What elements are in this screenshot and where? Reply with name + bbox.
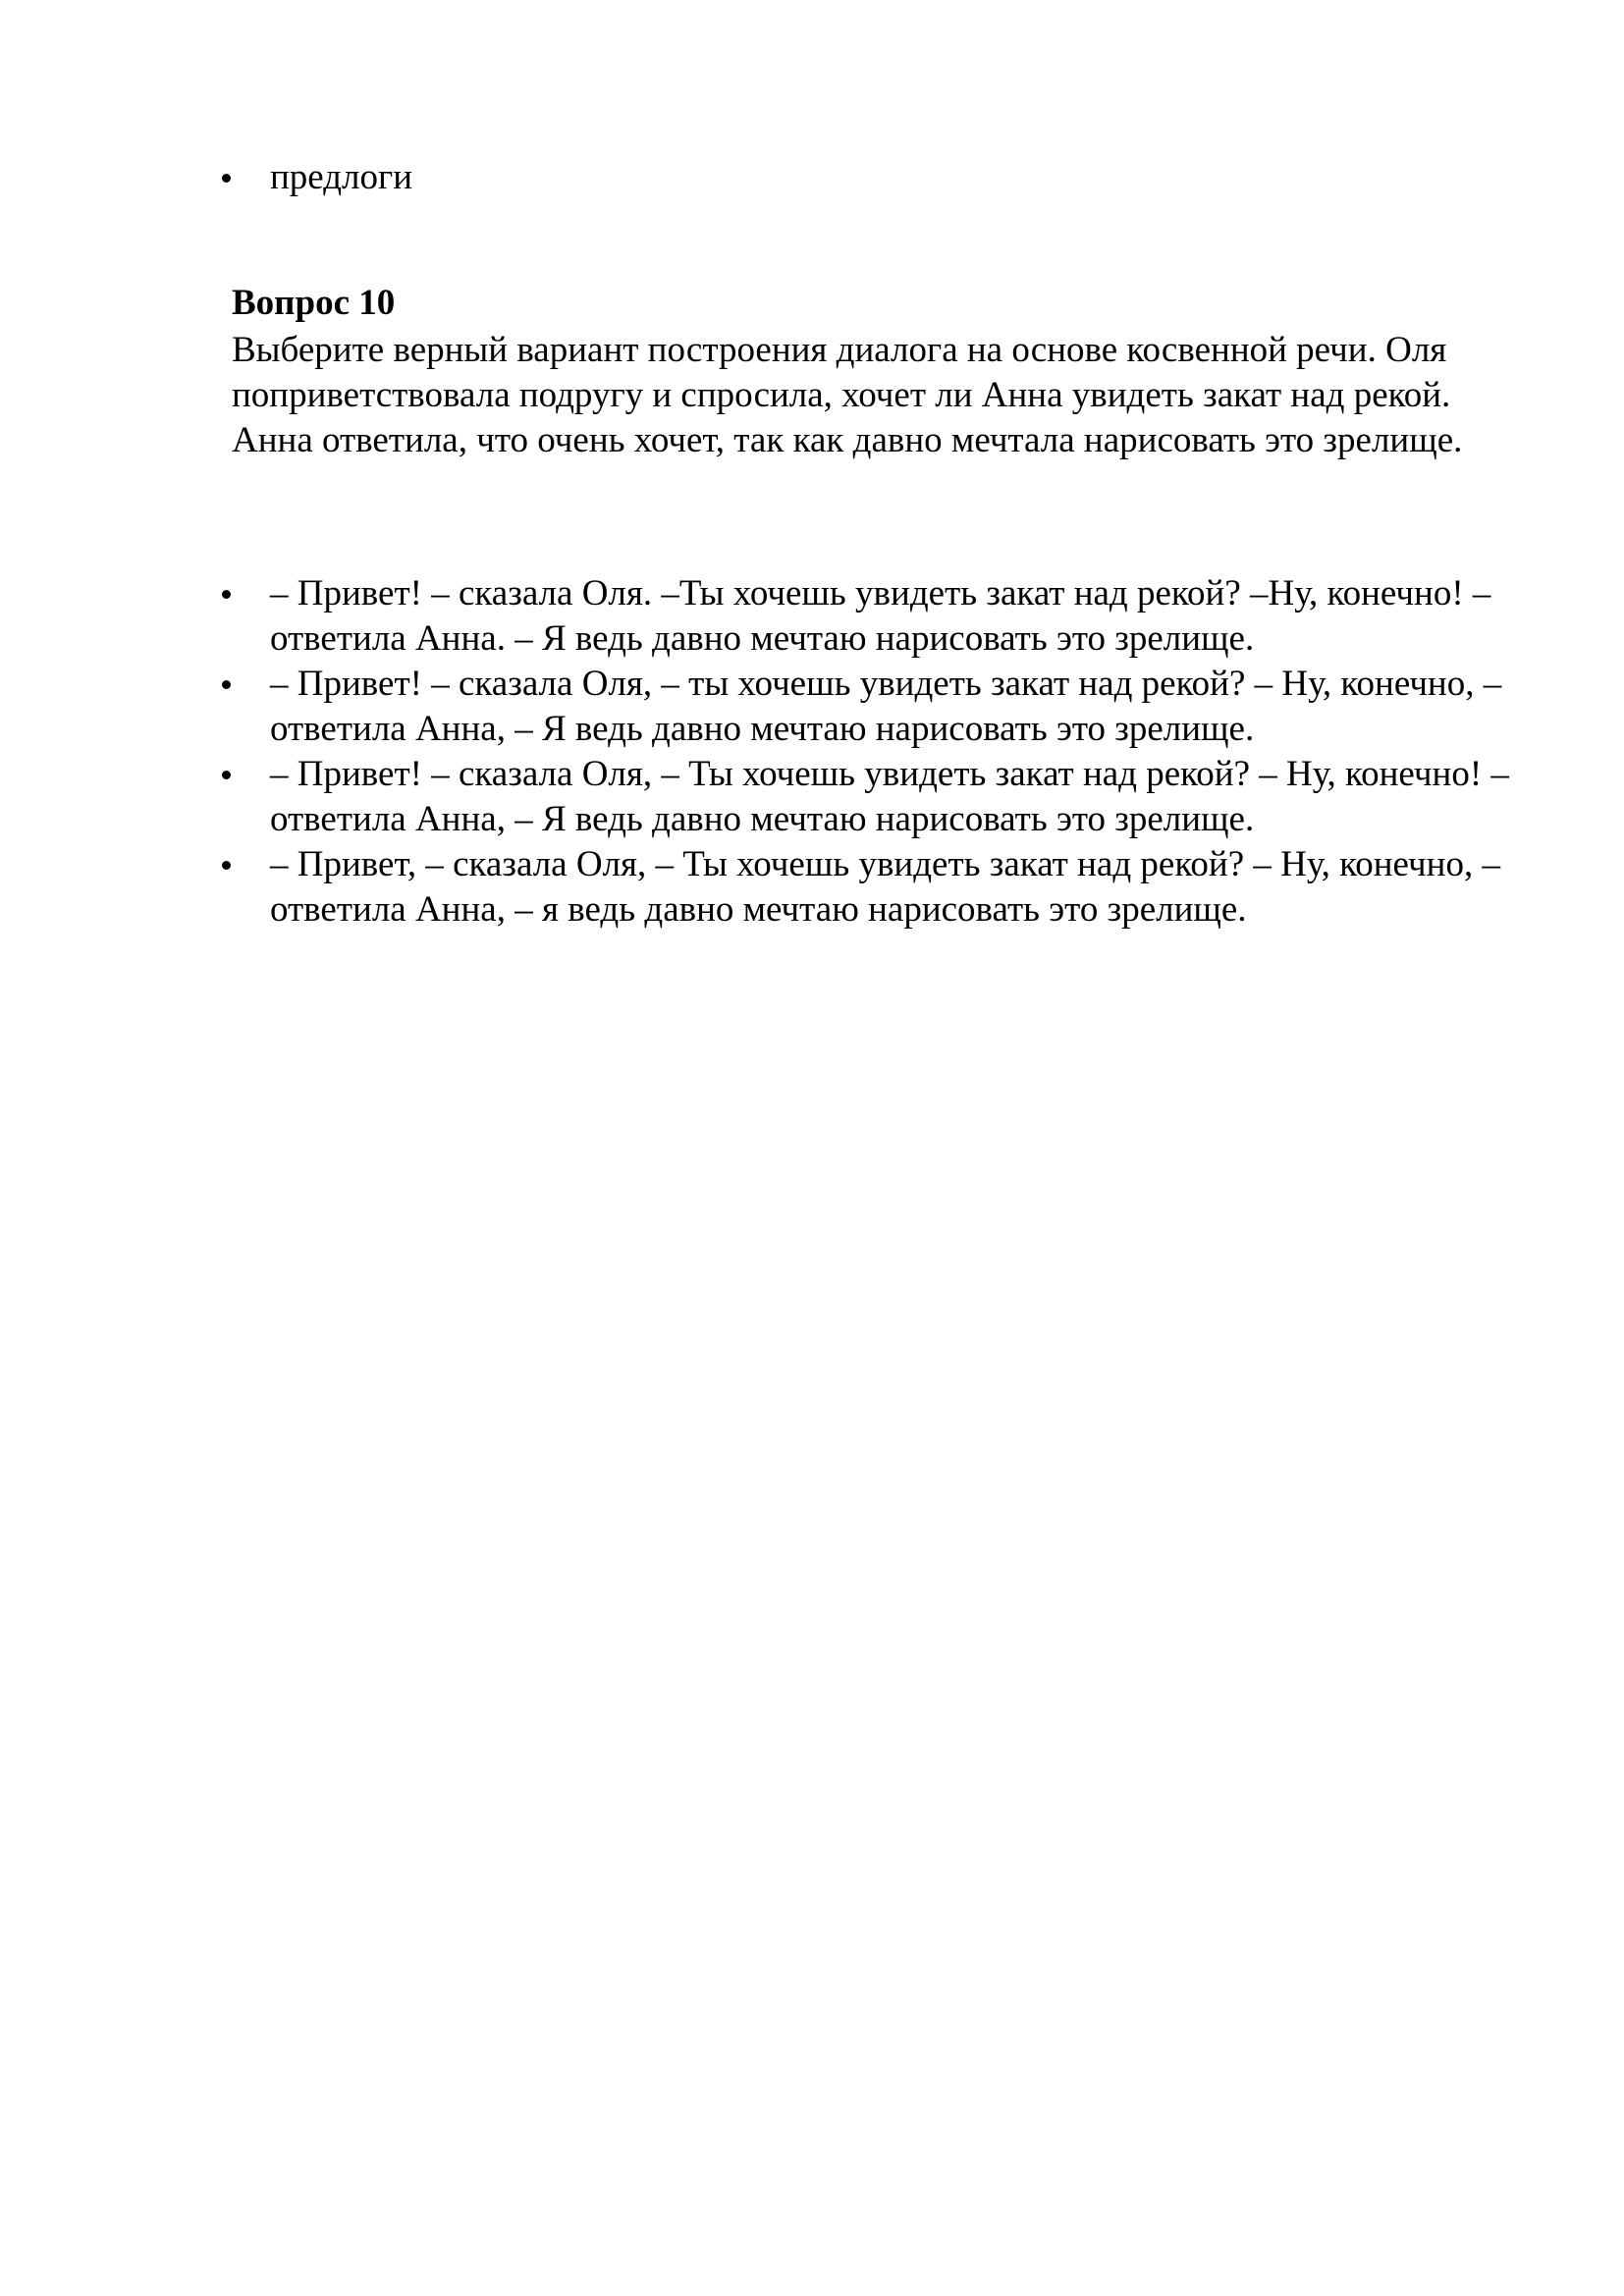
bullet-icon bbox=[222, 771, 231, 779]
bullet-icon bbox=[222, 680, 231, 689]
question-title: Вопрос 10 bbox=[232, 283, 396, 323]
answer-option-1[interactable] bbox=[0, 571, 1517, 662]
answer-option-text: – Привет! – сказала Оля, – Ты хочешь увидеть закат над рекой? – Ну, конечно! – ответила Анна, – Я ведь давно мечтаю нарисовать это зрелище. bbox=[270, 754, 1509, 839]
list-item bbox=[0, 155, 1517, 200]
bullet-icon bbox=[222, 174, 231, 183]
bullet-icon bbox=[222, 861, 231, 870]
list-item-text: предлоги bbox=[270, 157, 413, 197]
answer-option-text: – Привет! – сказала Оля. –Ты хочешь увидеть закат над рекой? –Ну, конечно! – ответила Анна. – Я ведь давно мечтаю нарисовать это зрелище. bbox=[270, 573, 1491, 659]
answer-option-text: – Привет! – сказала Оля, – ты хочешь увидеть закат над рекой? – Ну, конечно, – ответила Анна, – Я ведь давно мечтаю нарисовать это зрелище. bbox=[270, 664, 1502, 749]
bullet-icon bbox=[222, 590, 231, 599]
answer-option-2[interactable] bbox=[0, 662, 1517, 752]
previous-options-list bbox=[0, 155, 1624, 200]
question-text: Выберите верный вариант построения диалога на основе косвенной речи. Оля поприветствовала подругу и спросила, хочет ли Анна увидеть закат над рекой. Анна ответила, что очень хочет, так как давно мечтала нарисовать это зрелище. bbox=[232, 330, 1463, 460]
answer-options-list bbox=[0, 571, 1624, 933]
answer-option-4[interactable] bbox=[0, 842, 1517, 933]
answer-option-text: – Привет, – сказала Оля, – Ты хочешь увидеть закат над рекой? – Ну, конечно, – ответила Анна, – я ведь давно мечтаю нарисовать это зрелище. bbox=[270, 844, 1500, 930]
question-block bbox=[232, 281, 1528, 463]
answer-option-3[interactable] bbox=[0, 752, 1517, 842]
